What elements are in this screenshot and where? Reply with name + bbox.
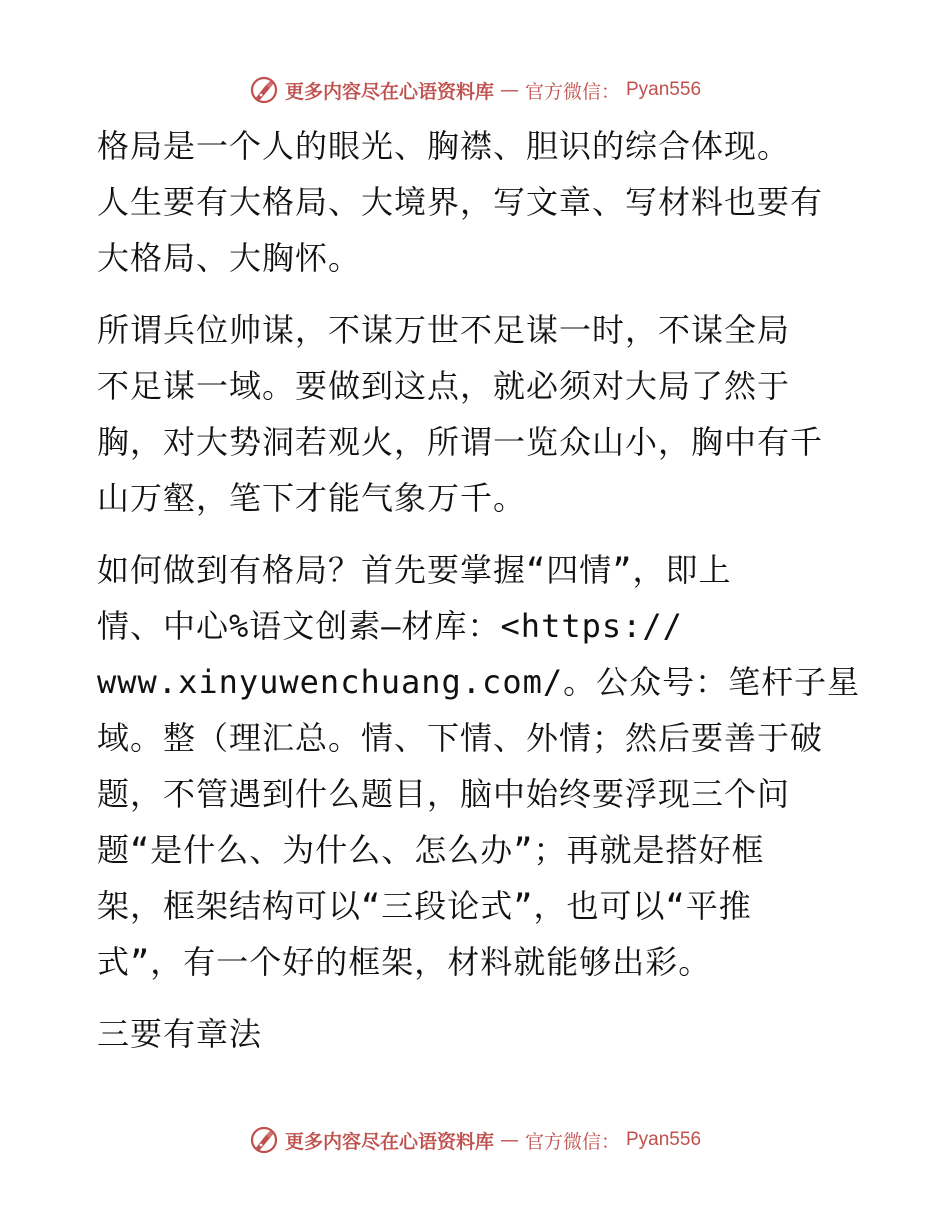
banner-main-text: 更多内容尽在心语资料库 — [284, 1130, 494, 1153]
paragraph-line: 山万壑，笔下才能气象万千。 — [97, 479, 527, 517]
banner-main-text: 更多内容尽在心语资料库 — [284, 80, 494, 103]
paragraph-3 — [97, 542, 861, 990]
paragraph-line: 大格局、大胸怀。 — [97, 239, 362, 277]
section-heading: 三要有章法 — [97, 1015, 263, 1053]
paragraph-line: 胸，对大势洞若观火，所谓一览众山小，胸中有千 — [97, 423, 824, 461]
paragraph-line: 不足谋一域。要做到这点，就必须对大局了然于 — [97, 367, 791, 405]
paragraph-line: 如何做到有格局？首先要掌握“四情”，即上 — [97, 551, 732, 589]
paragraph-line: 格局是一个人的眼光、胸襟、胆识的综合体现。 — [97, 127, 791, 165]
banner-wechat-id: Pyan556 — [626, 79, 702, 100]
paragraph-line: 式”，有一个好的框架，材料就能够出彩。 — [97, 943, 712, 981]
paragraph-1 — [97, 118, 857, 286]
banner-wechat-label: 官方微信： — [524, 1130, 620, 1153]
paragraph-line: 情、中心%语文创素—材库：<https:// — [97, 607, 683, 645]
paragraph-line: 题，不管遇到什么题目，脑中始终要浮现三个问 — [97, 775, 791, 813]
paragraph-line: 人生要有大格局、大境界，写文章、写材料也要有 — [97, 183, 824, 221]
paragraph-line: 所谓兵位帅谋，不谋万世不足谋一时，不谋全局 — [97, 311, 791, 349]
banner-wechat-label: 官方微信： — [524, 80, 620, 103]
header-banner — [0, 70, 950, 110]
pen-nib-logo-icon — [249, 75, 279, 105]
footer-banner — [0, 1120, 950, 1160]
paragraph-line: 题“是什么、为什么、怎么办”；再就是搭好框 — [97, 831, 765, 869]
paragraph-line: www.xinyuwenchuang.com/。公众号：笔杆子星 — [97, 663, 861, 701]
pen-nib-logo-icon — [249, 1125, 279, 1155]
footer-banner-content — [249, 1125, 701, 1155]
header-banner-content — [249, 75, 701, 105]
paragraph-4-heading — [97, 1006, 857, 1062]
paragraph-line: 域。整（理汇总。情、下情、外情；然后要善于破 — [97, 719, 824, 757]
banner-dash: — — [499, 79, 519, 101]
banner-dash: — — [499, 1129, 519, 1151]
paragraph-2 — [97, 302, 857, 526]
document-body — [97, 118, 861, 1078]
paragraph-line: 架，框架结构可以“三段论式”，也可以“平推 — [97, 887, 752, 925]
banner-wechat-id: Pyan556 — [626, 1129, 702, 1150]
